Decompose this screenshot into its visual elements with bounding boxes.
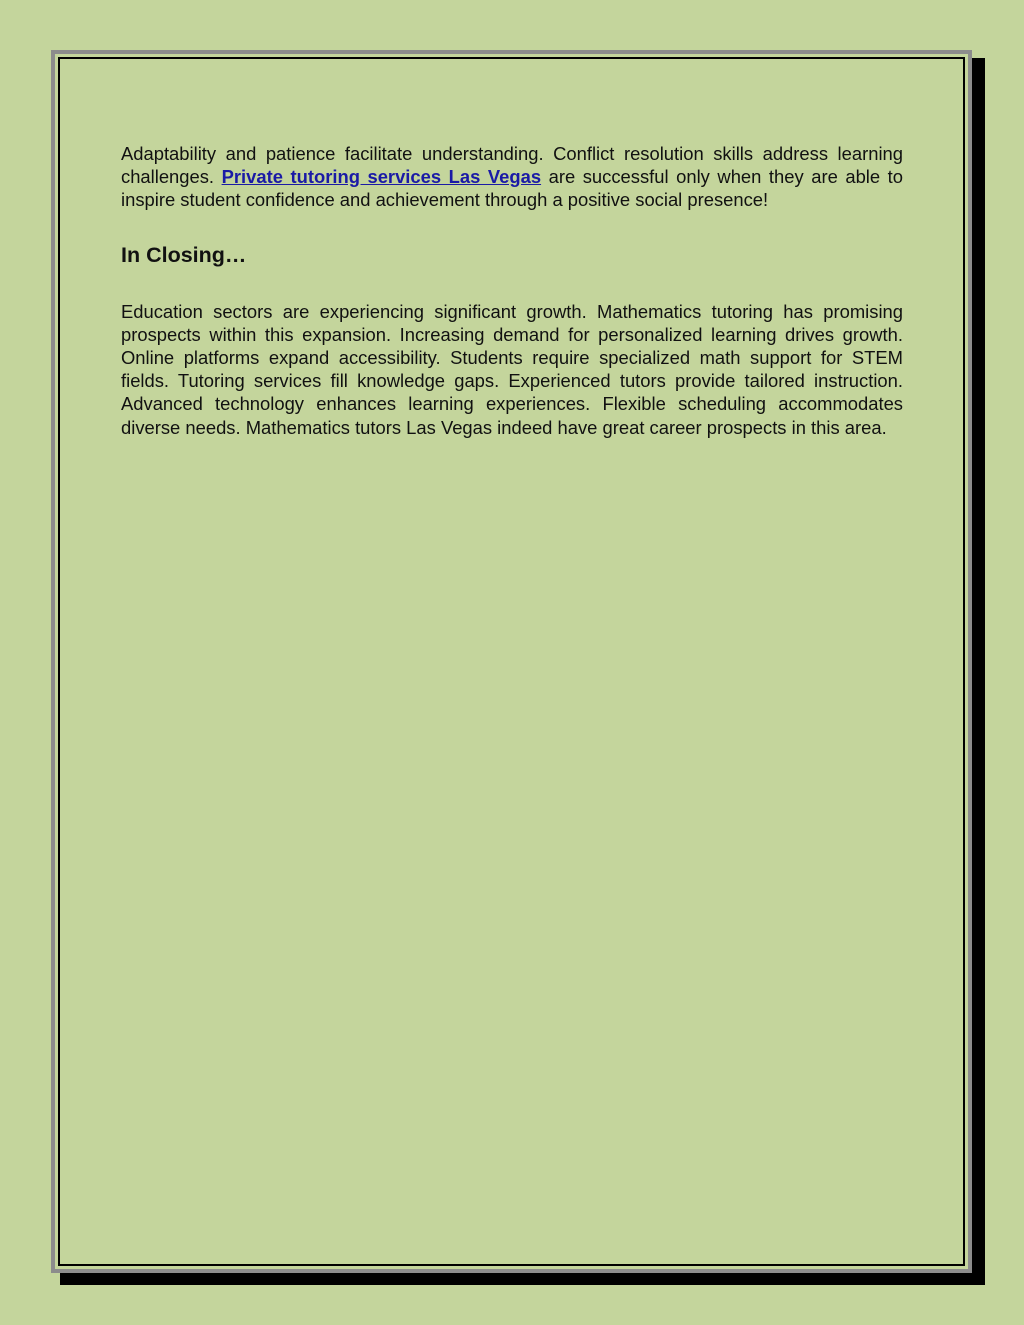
paragraph-intro: [121, 142, 903, 212]
section-heading: In Closing…: [121, 242, 247, 267]
private-tutoring-link[interactable]: Private tutoring services Las Vegas: [221, 166, 542, 188]
document-content: [121, 142, 903, 439]
paragraph-intro-text-start: Adaptability and patience facilitate understanding. Conflict resolution skills address learning challenges.: [121, 143, 903, 188]
paragraph-intro-text-end: are successful only when they are able to inspire student confidence and achievement through a positive social presence!: [121, 166, 903, 211]
paragraph-closing: Education sectors are experiencing significant growth. Mathematics tutoring has promising prospects within this expansion. Increasing demand for personalized learning drives growth. Online platforms expand accessibility. Students require specialized math support for STEM fields. Tutoring services fill knowledge gaps. Experienced tutors provide tailored instruction. Advanced technology enhances learning experiences. Flexible scheduling accommodates diverse needs. Mathematics tutors Las Vegas indeed have great career prospects in this area.: [121, 300, 903, 438]
